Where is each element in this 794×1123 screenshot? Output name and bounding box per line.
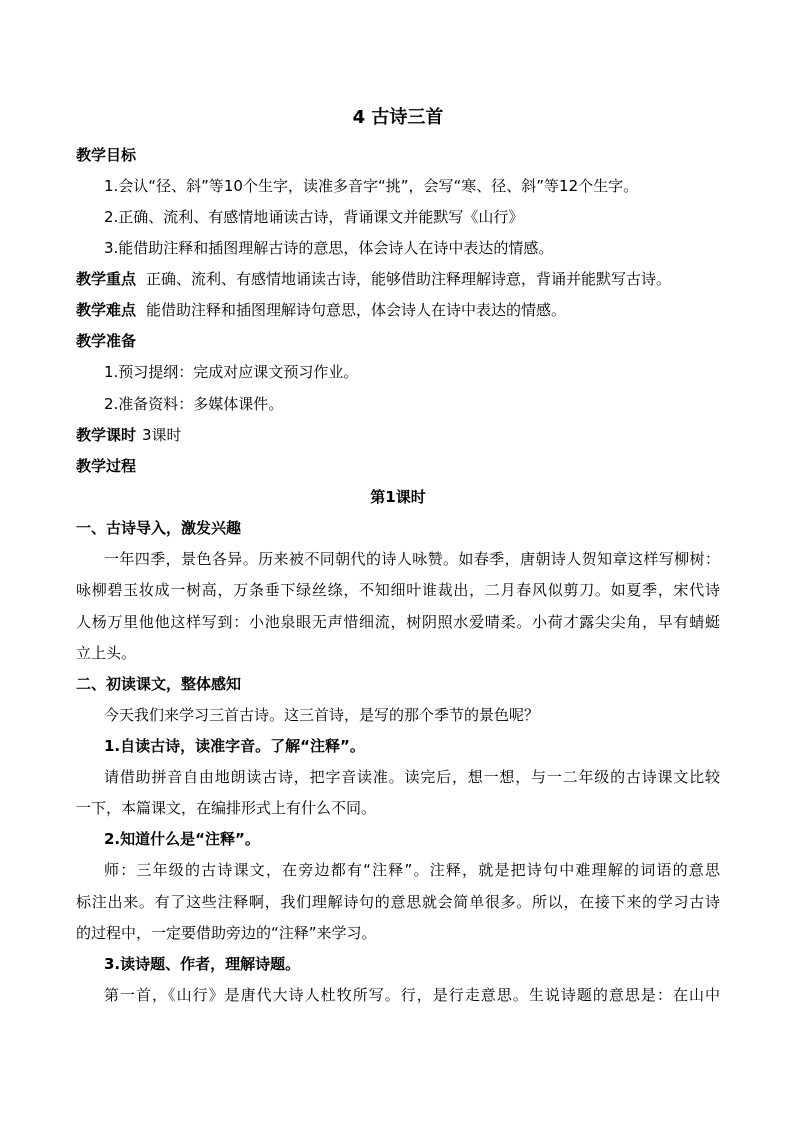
- paragraph-line: 咏柳碧玉妆成一树高，万条垂下绿丝绦，不知细叶谁裁出，二月春风似剪刀。如夏季，宋代诗: [76, 581, 720, 599]
- paragraph-line: 一下，本篇课文，在编排形式上有什么不同。: [76, 799, 377, 817]
- objective-item: 1.会认“径、斜”等10个生字，读准多音字“挑”，会写“寒、径、斜”等12个生字。: [104, 177, 639, 195]
- objective-item: 3.能借助注释和插图理解古诗的意思，体会诗人在诗中表达的情感。: [104, 239, 554, 257]
- paragraph-line: 师：三年级的古诗课文，在旁边都有“注释”。注释，就是把诗句中难理解的词语的意思: [104, 861, 720, 879]
- class-hours-value: 3课时: [142, 426, 182, 444]
- paragraph-line: 第一首，《山行》是唐代大诗人杜牧所写。行，是行走意思。生说诗题的意思是：在山中: [104, 986, 720, 1004]
- paragraph-line: 今天我们来学习三首古诗。这三首诗，是写的那个季节的景色呢？: [104, 706, 540, 724]
- key-points-label: 教学重点: [76, 270, 137, 288]
- paragraph-line: 立上头。: [76, 644, 137, 662]
- paragraph-line: 标注出来。有了这些注释啊，我们理解诗句的意思就会简单很多。所以，在接下来的学习古诗: [76, 893, 720, 911]
- paragraph-line: 一年四季，景色各异。历来被不同朝代的诗人咏赞。如春季，唐朝诗人贺知章这样写柳树：: [104, 550, 720, 568]
- preparation-item: 2.准备资料：多媒体课件。: [104, 395, 284, 413]
- step-heading: 3.读诗题、作者，理解诗题。: [104, 955, 301, 973]
- difficulties: [76, 300, 720, 320]
- section-heading: 二、初读课文，整体感知: [76, 675, 242, 693]
- key-points: [76, 269, 720, 289]
- step-heading: 2.知道什么是“注释”。: [104, 830, 260, 848]
- preparation-heading: 教学准备: [76, 332, 137, 350]
- class-hours-label: 教学课时: [76, 426, 137, 444]
- paragraph-line: 人杨万里他他这样写到：小池泉眼无声惜细流，树阴照水爱晴柔。小荷才露尖尖角，早有蜻蜓: [76, 613, 720, 631]
- objectives-heading: 教学目标: [76, 146, 137, 164]
- difficulties-text: 能借助注释和插图理解诗句意思，体会诗人在诗中表达的情感。: [146, 301, 567, 319]
- process-heading: 教学过程: [76, 457, 137, 475]
- section-heading: 一、古诗导入，激发兴趣: [76, 519, 242, 537]
- document-title: 4 古诗三首: [352, 107, 444, 128]
- lesson-heading: 第1课时: [370, 488, 426, 506]
- objective-item: 2.正确、流利、有感情地诵读古诗，背诵课文并能默写《山行》: [104, 208, 524, 226]
- paragraph-line: 的过程中，一定要借助旁边的“注释”来学习。: [76, 924, 377, 942]
- difficulties-label: 教学难点: [76, 301, 137, 319]
- class-hours: [76, 425, 720, 445]
- paragraph-line: 请借助拼音自由地朗读古诗，把字音读准。读完后，想一想，与一二年级的古诗课文比较: [104, 768, 720, 786]
- step-heading: 1.自读古诗，读准字音。了解“注释”。: [104, 737, 365, 755]
- preparation-item: 1.预习提纲：完成对应课文预习作业。: [104, 363, 359, 381]
- key-points-text: 正确、流利、有感情地诵读古诗，能够借助注释理解诗意，背诵并能默写古诗。: [146, 270, 672, 288]
